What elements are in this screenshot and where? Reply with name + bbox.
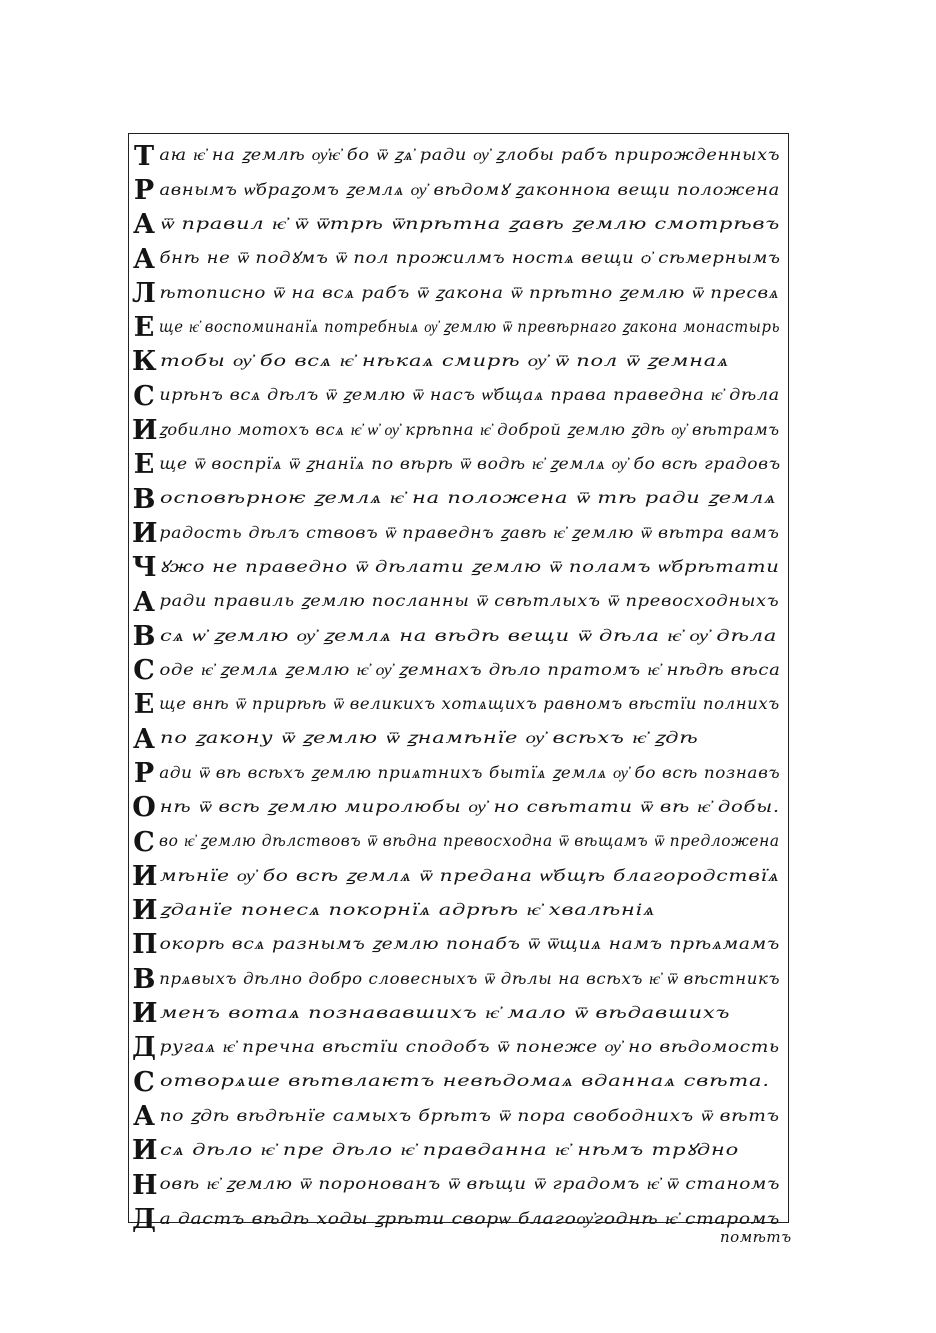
manuscript-line bbox=[132, 448, 788, 482]
line-text: радость дѣлъ ствовъ ѿ праведнъ ꙁавѣ ѥ҆ ꙁемлю ѿ вѣтра вамъ bbox=[159, 523, 780, 542]
line-text: ще ѥ҆ воспоминанїѧ потребныѧ ѹ҆ ꙁемлю ѿ превѣрнаго ꙁакона монастырь bbox=[158, 317, 781, 336]
line-text: ꙋжо не праведно ѿ дѣлати ꙁемлю ѿ поламъ ѡ҆брѣтати bbox=[159, 557, 780, 576]
signature-mark: помѣтъ bbox=[720, 1228, 792, 1246]
line-text: бнѣ не ѿ подꙋмъ ѿ пол прожилмъ ностѧ вещи ѻ҆ сѣмернымъ bbox=[159, 249, 781, 268]
manuscript-line bbox=[132, 310, 788, 344]
manuscript-line bbox=[132, 1168, 788, 1202]
manuscript-line bbox=[132, 345, 788, 379]
line-text: осповѣрноѥ ꙁемлѧ ѥ҆ на положена ѿ тѣ ради ꙁемлѧ bbox=[160, 489, 777, 508]
line-text: менъ вотаѧ познававшихъ ѥ҆ мало ѿ вѣдавшихъ bbox=[160, 1003, 731, 1022]
line-initial: И bbox=[132, 517, 158, 549]
line-text: ѿ правил ѥ҆ ѿ ѿтрѣ ѿпрѣтна ꙁавѣ ꙁемлю смотрѣвъ bbox=[160, 214, 781, 233]
line-text: сѧ дѣло ѥ҆ пре дѣло ѥ҆ правданна ѥ҆ нѣмъ трꙋдно bbox=[160, 1141, 740, 1159]
line-initial: Е bbox=[133, 312, 155, 344]
line-initial: В bbox=[132, 620, 156, 652]
line-initial: И bbox=[132, 860, 158, 892]
manuscript-line bbox=[132, 1065, 788, 1099]
line-text: во ѥ҆ ꙁемлю дѣлствовъ ѿ вѣдна превосходна ѿ вѣщамъ ѿ предложена bbox=[158, 832, 780, 851]
line-text: ради правиль ꙁемлю посланны ѿ свѣтлыхъ ѿ превосходныхъ bbox=[159, 592, 780, 611]
line-text: нѣ ѿ всѣ ꙁемлю миролюбы ѹ҆ но свѣтати ѿ вѣ ѥ҆ добы. bbox=[159, 798, 780, 817]
manuscript-line bbox=[132, 1031, 788, 1065]
line-initial: Р bbox=[133, 757, 155, 789]
manuscript-line bbox=[132, 242, 788, 276]
manuscript-line bbox=[132, 276, 788, 310]
line-initial: И bbox=[132, 1135, 158, 1167]
line-initial: Д bbox=[132, 1032, 157, 1064]
line-text: ꙁданїе понесѧ покорнїѧ адрѣѣ ѥ҆ хвалѣніѧ bbox=[160, 900, 656, 919]
manuscript-line bbox=[132, 859, 788, 893]
line-initial: Р bbox=[133, 174, 155, 206]
line-text: по ꙁакону ѿ ꙁемлю ѿ ꙁнамѣнїе ѹ҆ всѣхъ ѥ҆ ꙁдѣ bbox=[160, 729, 699, 748]
line-initial: Т bbox=[133, 140, 155, 172]
line-initial: С bbox=[133, 1066, 155, 1098]
line-text: окорѣ всѧ разнымъ ꙁемлю понабъ ѿ ѿщиѧ намъ прѣѧмамъ bbox=[159, 935, 781, 954]
line-text: мѣнїе ѹ҆ бо всѣ ꙁемлѧ ѿ предана ѡ҆бщѣ благородствїѧ bbox=[159, 866, 780, 885]
line-initial: Ч bbox=[132, 552, 157, 584]
manuscript-line bbox=[132, 825, 788, 859]
line-text: тобы ѹ҆ бо всѧ ѥ҆ нѣкаѧ смирѣ ѹ҆ ѿ пол ѿ ꙁемнаѧ bbox=[160, 352, 730, 371]
manuscript-line bbox=[132, 1202, 788, 1236]
line-initial: Е bbox=[133, 689, 155, 721]
line-text: прѧвыхъ дѣлно добро словесныхъ ѿ дѣлы на всѣхъ ѥ҆ ѿ вѣстникъ bbox=[159, 969, 781, 988]
line-initial: С bbox=[133, 826, 155, 858]
line-initial: В bbox=[132, 963, 156, 995]
line-initial: Е bbox=[133, 449, 155, 481]
line-initial: А bbox=[133, 723, 155, 755]
line-initial: В bbox=[132, 483, 156, 515]
line-initial: И bbox=[132, 998, 158, 1030]
line-initial: С bbox=[133, 380, 155, 412]
line-text: ще внѣ ѿ прирѣѣ ѿ великихъ хотѧщихъ равномъ вѣстїи полнихъ bbox=[159, 695, 780, 714]
line-initial: П bbox=[132, 929, 158, 961]
manuscript-line bbox=[132, 208, 788, 242]
line-text: ирѣнъ всѧ дѣлъ ѿ ꙁемлю ѿ насъ ѡ҆бщаѧ права праведна ѥ҆ дѣла bbox=[159, 386, 780, 405]
manuscript-line bbox=[132, 379, 788, 413]
manuscript-line bbox=[132, 585, 788, 619]
line-text: ади ѿ вѣ всѣхъ ꙁемлю приѧтнихъ бытїѧ ꙁемлѧ ѹ҆ бо всѣ познавъ bbox=[159, 763, 781, 782]
manuscript-line bbox=[132, 653, 788, 687]
manuscript-line bbox=[132, 928, 788, 962]
line-initial: К bbox=[132, 346, 157, 378]
line-initial: А bbox=[133, 1100, 155, 1132]
manuscript-line bbox=[132, 756, 788, 790]
line-text: ще ѿ воспрїѧ ѿ ꙁнанїѧ по вѣрѣ ѿ водѣ ѥ҆ ꙁемлѧ ѹ҆ бо всѣ градовъ bbox=[159, 455, 781, 474]
manuscript-line bbox=[132, 413, 788, 447]
line-text: отворѧше вѣтвлаѥтъ невѣдомаѧ вданнаѧ свѣта. bbox=[160, 1072, 770, 1091]
line-initial: Л bbox=[132, 277, 156, 309]
line-initial: А bbox=[133, 243, 155, 275]
manuscript-line bbox=[132, 722, 788, 756]
line-text: авнымъ ѡ҆браꙁомъ ꙁемлѧ ѹ҆ вѣдомꙋ ꙁаконноꙗ вещи положена bbox=[159, 180, 781, 199]
manuscript-line bbox=[132, 894, 788, 928]
manuscript-line bbox=[132, 962, 788, 996]
line-initial: Д bbox=[132, 1203, 157, 1235]
manuscript-line bbox=[132, 139, 788, 173]
line-text: аꙗ ѥ҆ на ꙁемлѣ ѹ҆ѥ҆ бо ѿ ꙁѧ҆ ради ѹ҆ ꙁлобы рабъ прирожденныхъ bbox=[159, 146, 781, 165]
manuscript-line bbox=[132, 996, 788, 1030]
line-initial: А bbox=[133, 586, 155, 618]
manuscript-line bbox=[132, 173, 788, 207]
line-initial: И bbox=[132, 415, 158, 447]
line-text: овѣ ѥ҆ ꙁемлю ѿ поронованъ ѿ вѣщи ѿ градомъ ѥ҆ ѿ станомъ bbox=[159, 1175, 781, 1194]
line-initial: А bbox=[133, 209, 155, 241]
manuscript-line bbox=[132, 688, 788, 722]
line-text: оде ѥ҆ ꙁемлѧ ꙁемлю ѥ҆ ѹ҆ ꙁемнахъ дѣло пратомъ ѥ҆ нѣдѣ вѣса bbox=[159, 660, 781, 679]
manuscript-line bbox=[132, 1099, 788, 1133]
line-text: ѣтописно ѿ на всѧ рабъ ѿ ꙁакона ѿ прѣтно ꙁемлю ѿ пресвѧ bbox=[159, 283, 780, 302]
line-text: ꙁобилно мотохъ всѧ ѥ҆ ѡ҆ ѹ҆ крѣпна ѥ҆ доброй ꙁемлю ꙁдѣ ѹ҆ вѣтрамъ bbox=[159, 420, 780, 439]
manuscript-line bbox=[132, 791, 788, 825]
line-text: а дастъ вѣдѣ ходы ꙁрѣти сворѡ благоѹ҆годнѣ ѥ҆ старомъ bbox=[159, 1209, 781, 1228]
manuscript-line bbox=[132, 1134, 788, 1168]
manuscript-line bbox=[132, 551, 788, 585]
manuscript-line bbox=[132, 482, 788, 516]
line-text: по ꙁдѣ вѣдѣнїе самыхъ брѣтъ ѿ пора свободнихъ ѿ вѣтъ bbox=[159, 1106, 780, 1125]
line-initial: Н bbox=[132, 1169, 158, 1201]
manuscript-line bbox=[132, 516, 788, 550]
manuscript-line bbox=[132, 619, 788, 653]
manuscript-body bbox=[132, 139, 788, 1237]
line-initial: И bbox=[132, 895, 158, 927]
line-text: сѧ ѡ҆ ꙁемлю ѹ҆ ꙁемлѧ на вѣдѣ вещи ѿ дѣла ѥ҆ ѹ҆ дѣла bbox=[160, 626, 778, 645]
line-text: ругаѧ ѥ҆ пречна вѣстїи сподобъ ѿ понеже ѹ҆ но вѣдомость bbox=[159, 1038, 780, 1057]
line-initial: О bbox=[132, 792, 156, 824]
line-initial: С bbox=[133, 655, 155, 687]
